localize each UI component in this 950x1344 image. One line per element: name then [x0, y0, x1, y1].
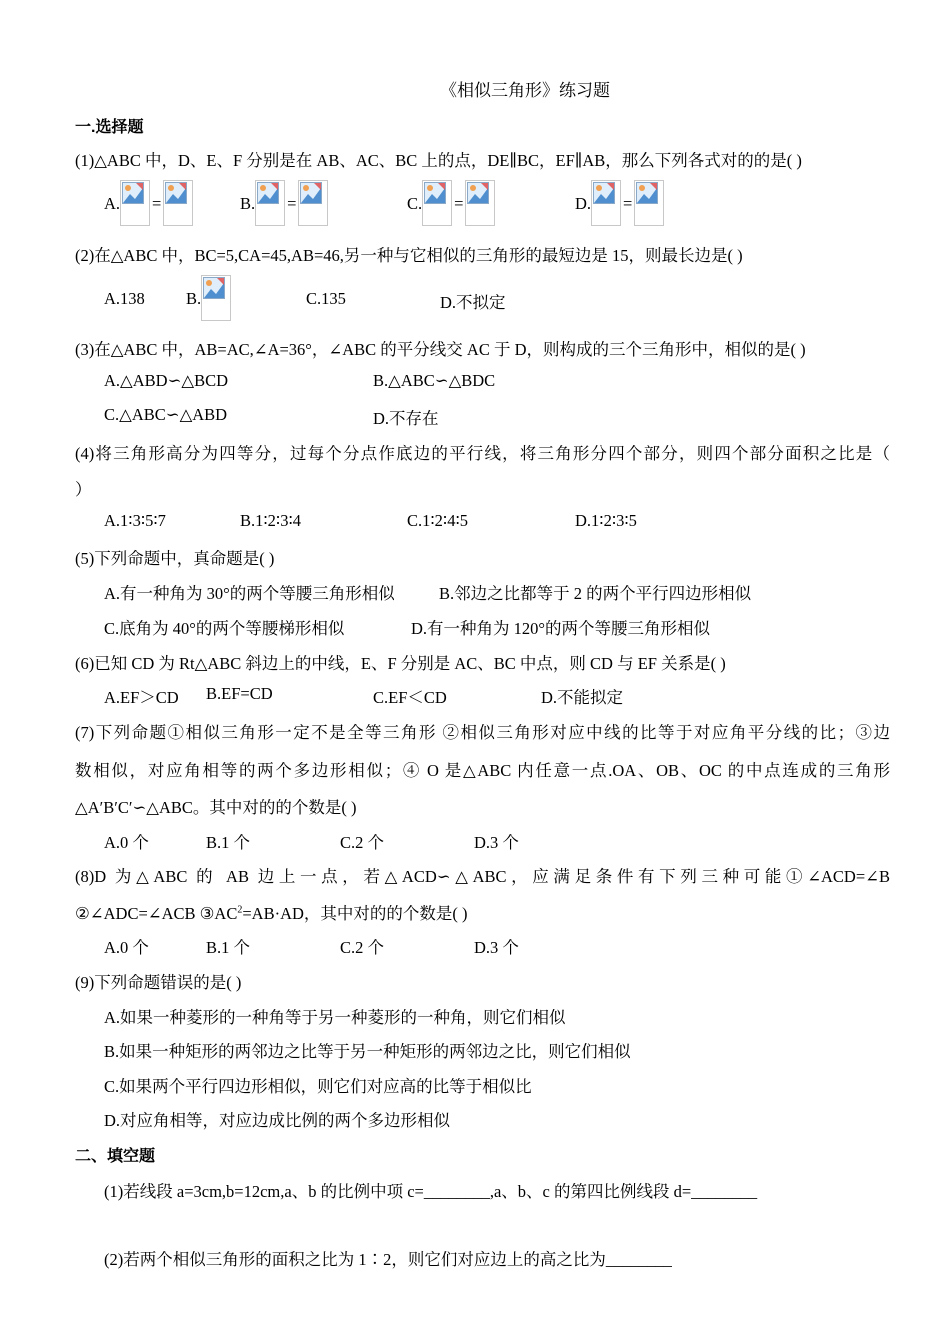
option-label: D.	[575, 194, 592, 213]
question-4-stem-line-2: ）	[75, 480, 92, 499]
q5-option-a: A.有一种角为 30°的两个等腰三角形相似	[104, 584, 395, 603]
broken-image-icon	[163, 180, 193, 226]
q1-option-c	[407, 180, 495, 226]
q7-option-a: A.0 个	[104, 833, 149, 852]
broken-image-icon	[591, 180, 621, 226]
q2-option-d: D.不拟定	[440, 293, 506, 312]
q3-option-d: D.不存在	[373, 409, 439, 428]
question-2-stem: (2)在△ABC 中，BC=5,CA=45,AB=46,另一种与它相似的三角形的最短边是 15，则最长边是( )	[75, 246, 743, 265]
equals-sign: =	[287, 194, 297, 213]
q2-option-a: A.138	[104, 289, 145, 308]
q1-option-b	[240, 180, 328, 226]
q4-option-c: C.1∶2∶4∶5	[407, 511, 469, 530]
page-title: 《相似三角形》练习题	[440, 81, 610, 100]
q6-option-a: A.EF＞CD	[104, 688, 179, 707]
equals-sign: =	[454, 194, 464, 213]
q8-option-d: D.3 个	[474, 938, 519, 957]
broken-image-icon	[120, 180, 150, 226]
q8-option-b: B.1 个	[206, 938, 251, 957]
broken-image-icon	[255, 180, 285, 226]
q6-option-b: B.EF=CD	[206, 684, 273, 703]
q4-option-b: B.1∶2∶3∶4	[240, 511, 302, 530]
section-choice-heading: 一.选择题	[75, 119, 144, 136]
q9-option-a: A.如果一种菱形的一种角等于另一种菱形的一种角，则它们相似	[104, 1008, 566, 1027]
q7-option-d: D.3 个	[474, 833, 519, 852]
q1-option-d	[575, 180, 664, 226]
broken-image-icon	[298, 180, 328, 226]
q9-option-c: C.如果两个平行四边形相似，则它们对应高的比等于相似比	[104, 1077, 532, 1096]
option-label: C.	[407, 194, 423, 213]
question-7-stem-line-3: △A′B′C′∽△ABC。其中对的的个数是( )	[75, 798, 357, 817]
q8-option-a: A.0 个	[104, 938, 149, 957]
q6-option-d: D.不能拟定	[541, 688, 624, 707]
q9-option-d: D.对应角相等，对应边成比例的两个多边形相似	[104, 1111, 451, 1130]
equals-sign: =	[623, 194, 633, 213]
question-1-stem: (1)△ABC 中，D、E、F 分别是在 AB、AC、BC 上的点，DE∥BC，EF∥AB，那么下列各式对的的是( )	[75, 151, 802, 170]
broken-image-icon	[465, 180, 495, 226]
q7-option-b: B.1 个	[206, 833, 251, 852]
fill-question-2: (2)若两个相似三角形的面积之比为 1∶2，则它们对应边上的高之比为________	[104, 1250, 672, 1269]
broken-image-icon	[201, 275, 231, 321]
q8-superscript: 2	[237, 904, 243, 916]
question-8-stem-line-1: (8)D 为△ABC 的 AB 边上一点，若△ACD∽△ABC，应满足条件有下列三种可能①∠ACD=∠B	[75, 867, 890, 886]
q5-option-d: D.有一种角为 120°的两个等腰三角形相似	[411, 619, 711, 638]
q3-option-b: B.△ABC∽△BDC	[373, 371, 496, 390]
q2-option-c: C.135	[306, 289, 346, 308]
question-8-stem-line-2	[75, 900, 468, 924]
q4-option-d: D.1∶2∶3∶5	[575, 511, 637, 530]
option-label: A.	[104, 194, 121, 213]
q1-option-a	[104, 180, 193, 226]
q5-option-b: B.邻边之比都等于 2 的两个平行四边形相似	[439, 584, 752, 603]
q9-option-b: B.如果一种矩形的两邻边之比等于另一种矩形的两邻边之比，则它们相似	[104, 1042, 631, 1061]
question-3-stem: (3)在△ABC 中，AB=AC,∠A=36°，∠ABC 的平分线交 AC 于 D，则构成的三个三角形中，相似的是( )	[75, 340, 806, 359]
q4-option-a: A.1∶3∶5∶7	[104, 511, 166, 530]
question-4-stem-line-1: (4)将三角形高分为四等分，过每个分点作底边的平行线，将三角形分四个部分，则四个部分面积之比是（	[75, 444, 890, 463]
q5-option-c: C.底角为 40°的两个等腰梯形相似	[104, 619, 345, 638]
question-7-stem-line-1: (7)下列命题①相似三角形一定不是全等三角形 ②相似三角形对应中线的比等于对应角平分线的比；③边	[75, 723, 890, 742]
section-fill-heading: 二、填空题	[75, 1148, 156, 1165]
broken-image-icon	[634, 180, 664, 226]
q2-option-b	[186, 275, 231, 321]
q7-option-c: C.2 个	[340, 833, 385, 852]
q8-option-c: C.2 个	[340, 938, 385, 957]
q8-stem-part-2: =AB·AD，其中对的的个数是( )	[242, 904, 468, 923]
broken-image-icon	[422, 180, 452, 226]
equals-sign: =	[152, 194, 162, 213]
question-9-stem: (9)下列命题错误的是( )	[75, 973, 242, 992]
question-5-stem: (5)下列命题中，真命题是( )	[75, 549, 275, 568]
q8-stem-part-1: ②∠ADC=∠ACB ③AC	[75, 904, 238, 923]
q6-option-c: C.EF＜CD	[373, 688, 447, 707]
q3-option-a: A.△ABD∽△BCD	[104, 371, 229, 390]
fill-question-1: (1)若线段 a=3cm,b=12cm,a、b 的比例中项 c=________,a、b、c 的第四比例线段 d=________	[104, 1182, 758, 1201]
option-label: B.	[186, 289, 202, 308]
option-label: B.	[240, 194, 256, 213]
question-6-stem: (6)已知 CD 为 Rt△ABC 斜边上的中线，E、F 分别是 AC、BC 中点，则 CD 与 EF 关系是( )	[75, 654, 726, 673]
question-7-stem-line-2: 数相似，对应角相等的两个多边形相似；④ O 是△ABC 内任意一点.OA、OB、OC 的中点连成的三角形	[75, 761, 890, 780]
q3-option-c: C.△ABC∽△ABD	[104, 405, 228, 424]
